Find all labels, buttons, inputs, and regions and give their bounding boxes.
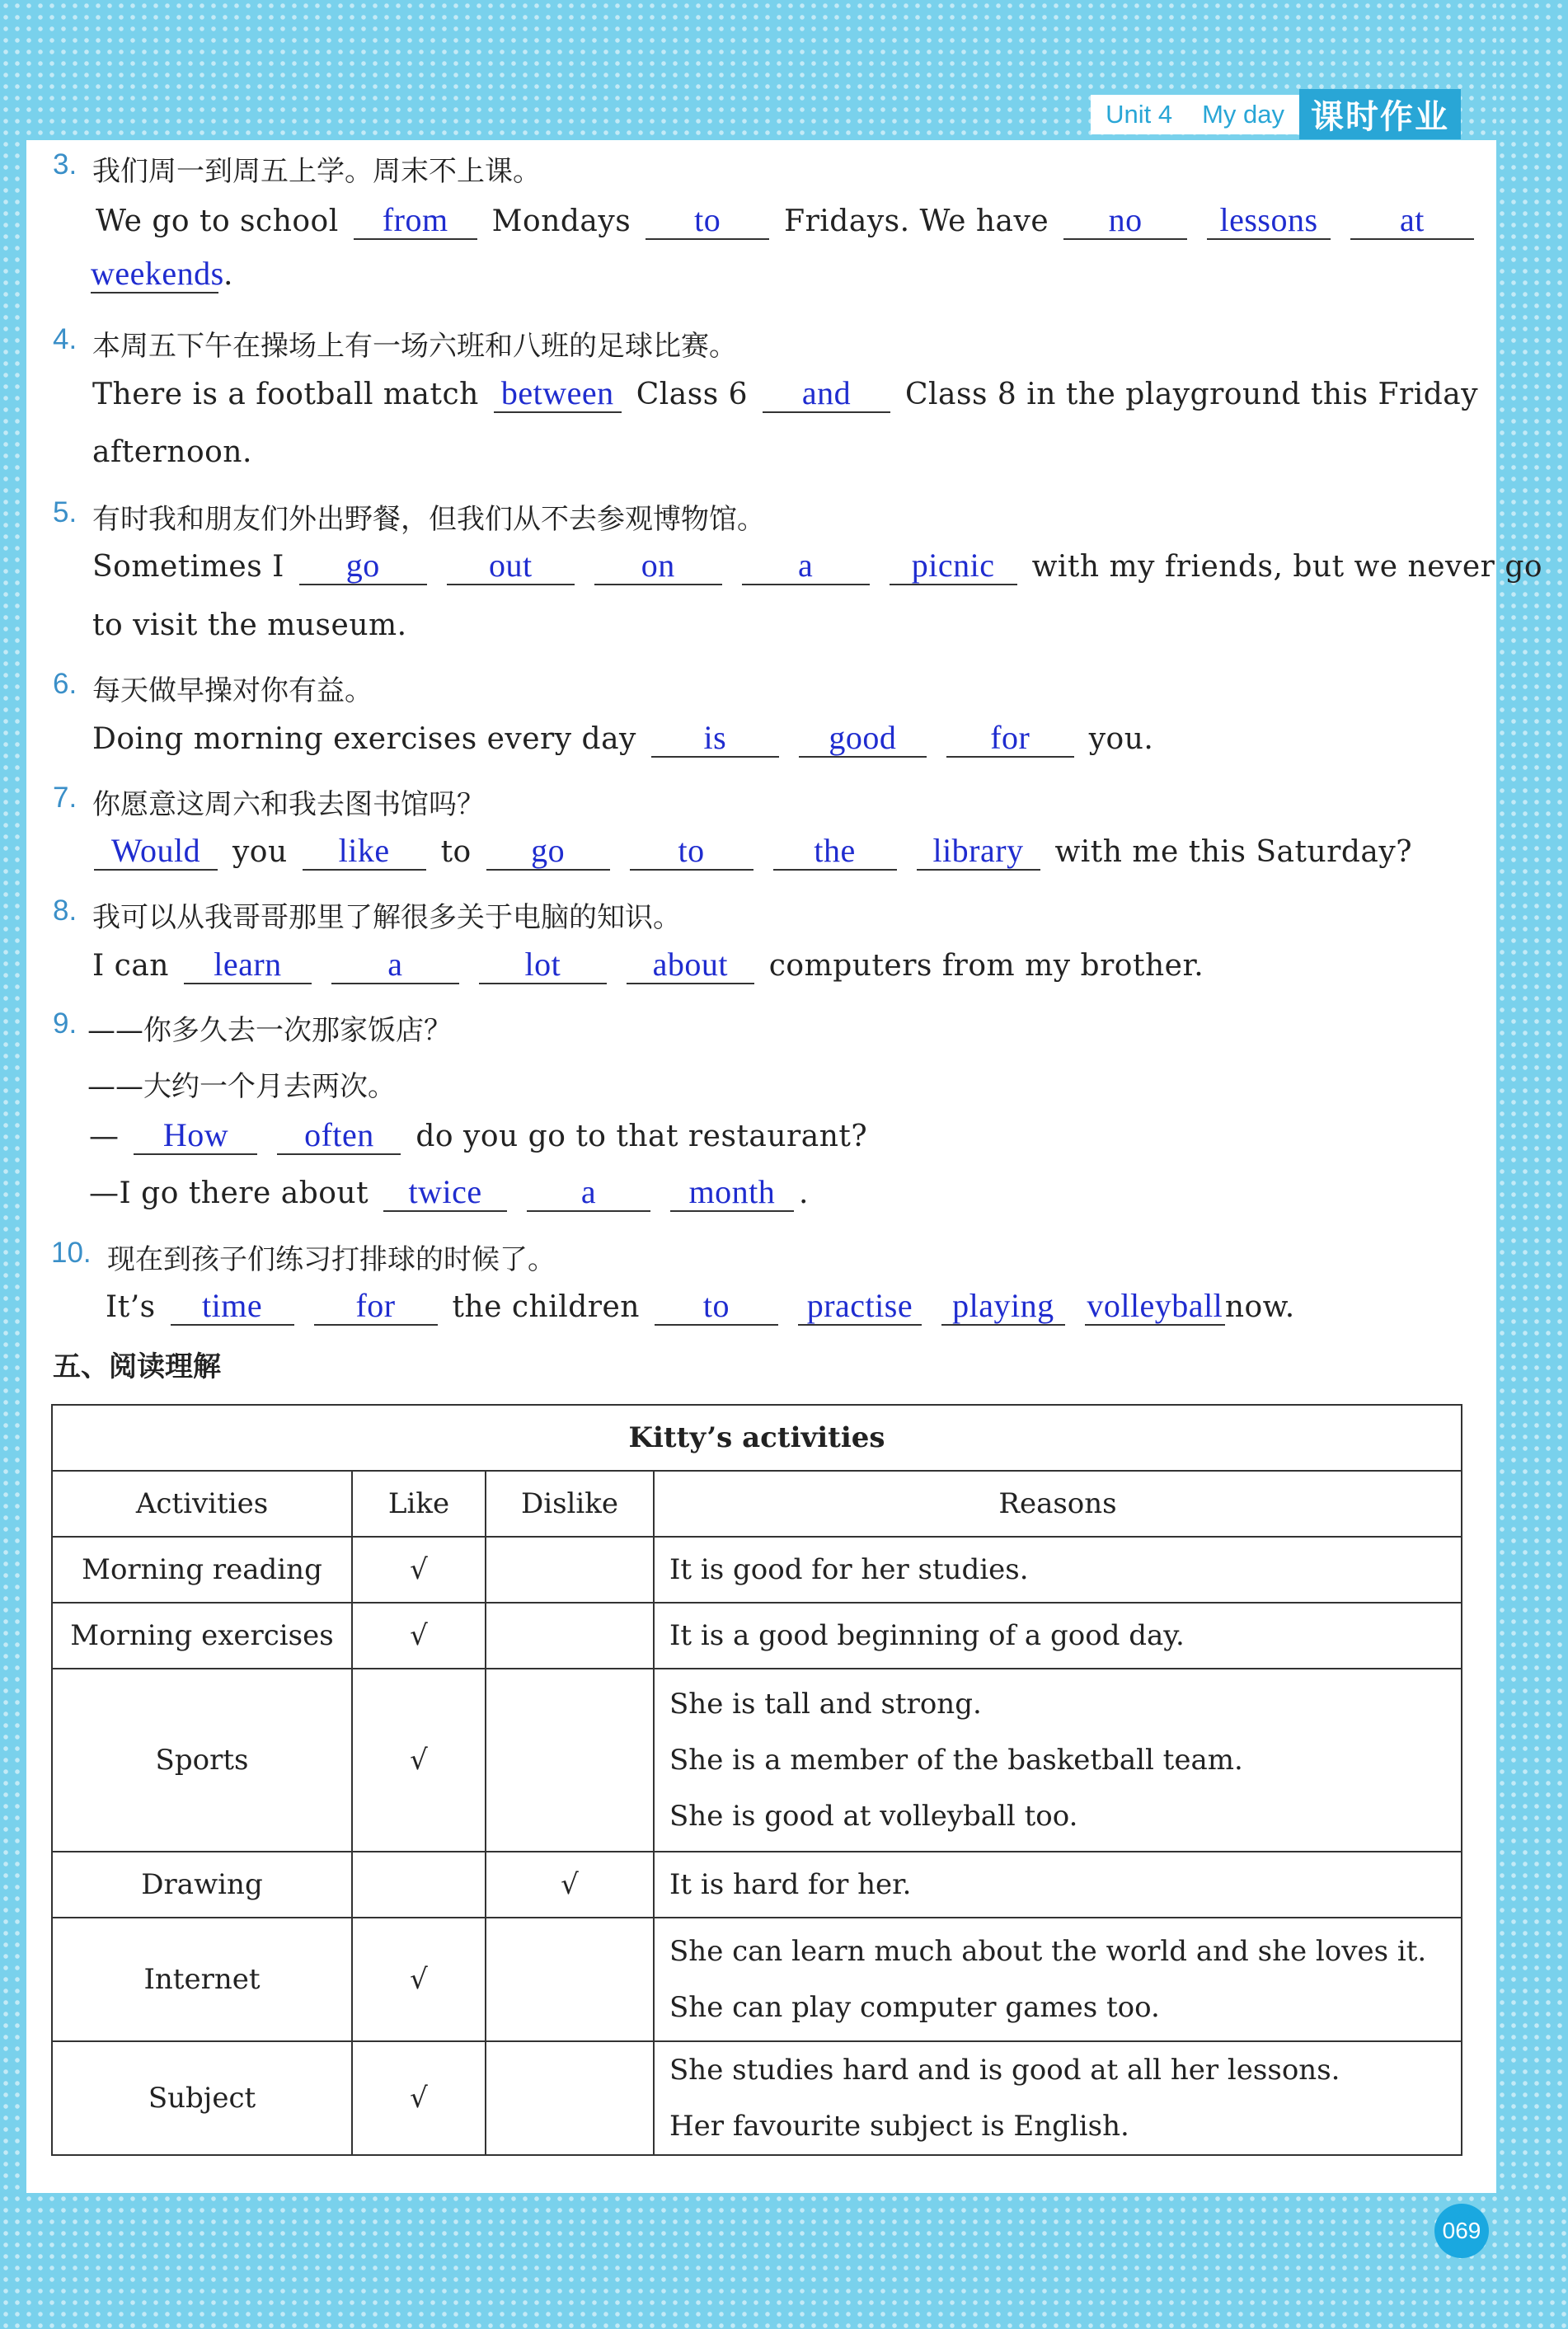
answer-blank[interactable]: How [134, 1117, 257, 1155]
activity-cell: Internet [52, 1918, 352, 2041]
column-header: Like [352, 1471, 486, 1537]
reason-line: Her favourite subject is English. [669, 2110, 1129, 2143]
sentence-text: to [440, 835, 472, 869]
answer-blank[interactable]: library [917, 833, 1040, 871]
sentence-text: Mondays [491, 204, 631, 238]
answer-blank[interactable]: playing [941, 1288, 1065, 1326]
question-sentence [92, 946, 1204, 984]
reason-line: She studies hard and is good at all her lessons. [669, 2054, 1340, 2087]
answer-blank[interactable]: learn [184, 946, 312, 984]
activity-cell: Sports [52, 1669, 352, 1852]
column-header: Dislike [486, 1471, 654, 1537]
sentence-text: computers from my brother. [768, 949, 1204, 983]
answer-blank[interactable]: to [646, 202, 769, 240]
header [1091, 89, 1461, 139]
activity-cell: Morning reading [52, 1537, 352, 1603]
question-chinese: 本周五下午在操场上有一场六班和八班的足球比赛。 [92, 330, 737, 363]
sentence-text: Fridays. We have [784, 204, 1049, 238]
dislike-check-cell [486, 1918, 654, 2041]
answer-blank[interactable]: weekends [91, 255, 224, 292]
reasons-cell [654, 1918, 1462, 2041]
sentence-text: now. [1224, 1290, 1295, 1324]
answer-blank[interactable]: month [670, 1174, 794, 1212]
answer-blank[interactable]: a [527, 1174, 650, 1212]
table-header-row [52, 1471, 1462, 1537]
question-chinese: ——大约一个月去两次。 [87, 1070, 396, 1103]
activities-table [51, 1404, 1462, 2156]
question-number: 3. [53, 148, 77, 181]
question-chinese: ——你多久去一次那家饭店？ [87, 1014, 452, 1047]
answer-blank[interactable]: good [799, 720, 927, 758]
sentence-text: There is a football match [92, 378, 479, 411]
answer-blank[interactable]: volleyball [1085, 1288, 1225, 1326]
question-sentence [106, 1288, 1295, 1326]
like-check-cell: √ [352, 1669, 486, 1852]
activity-cell: Drawing [52, 1852, 352, 1918]
answer-blank[interactable]: go [299, 547, 427, 585]
question-chinese: 我们周一到周五上学。周末不上课。 [92, 155, 541, 188]
answer-blank[interactable]: lot [479, 946, 607, 984]
answer-blank[interactable]: picnic [890, 547, 1017, 585]
reason-line: She can play computer games too. [669, 1991, 1160, 2024]
sentence-text: We go to school [96, 204, 339, 238]
like-check-cell: √ [352, 1918, 486, 2041]
table-row [52, 1603, 1462, 1669]
dislike-check-cell [486, 1669, 654, 1852]
activity-cell: Morning exercises [52, 1603, 352, 1669]
sentence-text: Doing morning exercises every day [92, 722, 636, 756]
sentence-text: the children [452, 1290, 640, 1324]
question-sentence [91, 256, 233, 293]
question-sentence [89, 1117, 867, 1155]
question-sentence [96, 202, 1479, 240]
sentence-text: Sometimes I [92, 550, 284, 584]
sentence-text: — [89, 1120, 120, 1153]
reason-line: She can learn much about the world and she loves it. [669, 1935, 1427, 1968]
question-chinese: 现在到孩子们练习打排球的时候了。 [107, 1243, 556, 1276]
reason-line: It is good for her studies. [669, 1553, 1029, 1586]
question-sentence [92, 375, 1478, 413]
question-number: 8. [53, 895, 77, 927]
like-check-cell: √ [352, 1537, 486, 1603]
sentence-text: with me this Saturday? [1054, 835, 1412, 869]
question-number: 7. [53, 782, 77, 814]
reason-line: It is a good beginning of a good day. [669, 1619, 1185, 1652]
dislike-check-cell [486, 2041, 654, 2155]
activity-cell: Subject [52, 2041, 352, 2155]
table-title: Kitty’s activities [52, 1405, 1462, 1471]
answer-blank[interactable]: between [494, 375, 622, 413]
question-number: 10. [51, 1237, 92, 1269]
answer-blank[interactable]: often [277, 1117, 401, 1155]
answer-blank[interactable]: out [447, 547, 575, 585]
answer-blank[interactable]: like [303, 833, 426, 871]
question-sentence [89, 833, 1412, 871]
reasons-cell [654, 2041, 1462, 2155]
answer-blank[interactable]: twice [383, 1174, 507, 1212]
table-row [52, 2041, 1462, 2155]
reason-line: It is hard for her. [669, 1868, 912, 1901]
sentence-text: you [232, 835, 288, 869]
question-number: 6. [53, 668, 77, 700]
sentence-text: I can [92, 949, 169, 983]
table-row [52, 1669, 1462, 1852]
like-check-cell [352, 1852, 486, 1918]
reason-line: She is tall and strong. [669, 1688, 982, 1721]
column-header: Activities [52, 1471, 352, 1537]
question-sentence [89, 1174, 809, 1212]
sentence-text: It’s [106, 1290, 156, 1324]
page-number: 069 [1434, 2204, 1489, 2258]
answer-blank[interactable]: a [742, 547, 870, 585]
reasons-cell [654, 1537, 1462, 1603]
answer-blank[interactable]: practise [798, 1288, 922, 1326]
answer-blank[interactable]: to [630, 833, 753, 871]
answer-blank[interactable]: to [655, 1288, 778, 1326]
answer-blank[interactable]: is [651, 720, 779, 758]
dislike-check-cell [486, 1603, 654, 1669]
answer-blank[interactable]: and [763, 375, 890, 413]
page-frame-left [0, 0, 26, 2329]
reason-line: She is a member of the basketball team. [669, 1744, 1243, 1777]
answer-blank[interactable]: about [627, 946, 754, 984]
question-number: 5. [53, 496, 77, 528]
question-sentence [92, 720, 1153, 758]
reasons-cell [654, 1852, 1462, 1918]
sentence-text: . [223, 258, 233, 292]
answer-blank[interactable]: on [594, 547, 722, 585]
sentence-text: . [798, 1176, 809, 1210]
answer-blank[interactable]: for [314, 1288, 438, 1326]
question-sentence [92, 547, 1542, 585]
question-sentence: afternoon. [92, 435, 252, 469]
question-chinese: 你愿意这周六和我去图书馆吗？ [92, 788, 485, 821]
reasons-cell [654, 1603, 1462, 1669]
page-frame-right [1496, 0, 1568, 2329]
unit-label: Unit 4 [1091, 95, 1187, 134]
table-row [52, 1918, 1462, 2041]
dislike-check-cell [486, 1537, 654, 1603]
sentence-text: —I go there about [89, 1176, 369, 1210]
sentence-text: with my friends, but we never go [1031, 550, 1543, 584]
like-check-cell: √ [352, 1603, 486, 1669]
question-number: 4. [53, 323, 77, 355]
topic-label: My day [1187, 95, 1299, 134]
table-body [52, 1537, 1462, 2155]
sentence-text: do you go to that restaurant? [415, 1120, 868, 1153]
answer-blank[interactable]: lessons [1207, 202, 1331, 240]
table-row [52, 1852, 1462, 1918]
brand-logo: 课时作业 [1299, 89, 1461, 139]
like-check-cell: √ [352, 2041, 486, 2155]
sentence-text: Class 8 in the playground this Friday [904, 378, 1479, 411]
answer-blank[interactable]: the [773, 833, 897, 871]
dislike-check-cell: √ [486, 1852, 654, 1918]
sentence-text: you. [1088, 722, 1154, 756]
answer-blank[interactable]: Would [94, 833, 218, 871]
question-chinese: 有时我和朋友们外出野餐，但我们从不去参观博物馆。 [92, 503, 765, 536]
answer-blank[interactable]: go [486, 833, 610, 871]
answer-blank[interactable]: for [946, 720, 1074, 758]
answer-blank[interactable]: a [331, 946, 459, 984]
question-chinese: 我可以从我哥哥那里了解很多关于电脑的知识。 [92, 901, 681, 934]
answer-blank[interactable]: at [1350, 202, 1474, 240]
answer-blank[interactable]: from [354, 202, 477, 240]
question-number: 9. [53, 1007, 77, 1040]
reasons-cell [654, 1669, 1462, 1852]
question-sentence: to visit the museum. [92, 608, 407, 642]
reason-line: She is good at volleyball too. [669, 1800, 1078, 1833]
answer-blank[interactable]: time [171, 1288, 294, 1326]
section-heading: 五、阅读理解 [53, 1350, 221, 1383]
page-frame-bottom [0, 2193, 1568, 2329]
question-chinese: 每天做早操对你有益。 [92, 674, 373, 707]
answer-blank[interactable]: no [1063, 202, 1187, 240]
column-header: Reasons [654, 1471, 1462, 1537]
sentence-text: Class 6 [636, 378, 749, 411]
table-row [52, 1537, 1462, 1603]
